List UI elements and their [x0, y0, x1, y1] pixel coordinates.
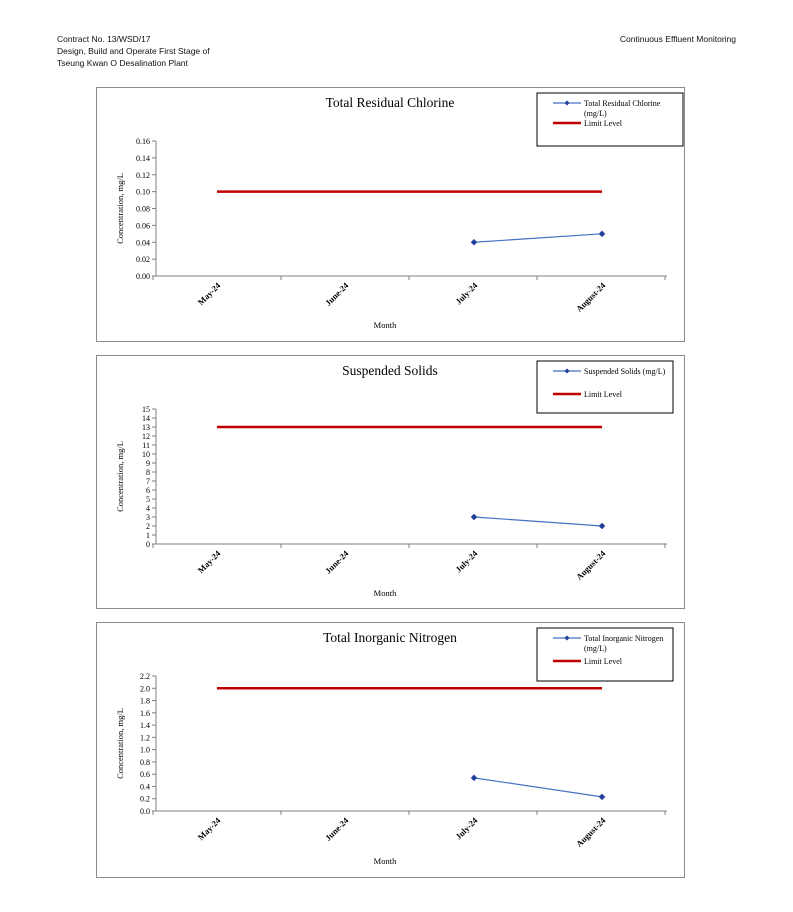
data-point-marker — [599, 231, 605, 237]
y-tick-label: 0.6 — [140, 770, 150, 780]
legend-label-limit: Limit Level — [584, 119, 622, 128]
y-tick-label: 15 — [142, 405, 150, 414]
y-tick-label: 8 — [146, 468, 150, 477]
chart-total-residual-chlorine — [97, 88, 684, 341]
legend-label-limit: Limit Level — [584, 657, 622, 666]
header-project-line: Design, Build and Operate First Stage of — [57, 46, 210, 56]
y-tick-label: 12 — [142, 432, 150, 441]
x-tick-label: July-24 — [453, 280, 480, 307]
y-axis-label: Concentration, mg/L — [115, 708, 125, 779]
legend-label-data: Total Residual Chlorine — [584, 99, 661, 108]
x-axis-label: Month — [373, 856, 397, 866]
x-tick-label: July-24 — [453, 548, 480, 575]
y-tick-label: 0.16 — [136, 137, 150, 146]
y-tick-label: 0.12 — [136, 170, 150, 180]
chart-title: Suspended Solids — [342, 363, 438, 378]
y-tick-label: 2.2 — [140, 672, 150, 681]
chart-panel-nitrogen — [96, 622, 685, 878]
y-tick-label: 2 — [146, 522, 150, 531]
legend-label-data: (mg/L) — [584, 109, 607, 118]
y-tick-label: 0.04 — [136, 238, 150, 248]
y-axis-label: Concentration, mg/L — [115, 173, 125, 244]
y-tick-label: 7 — [146, 477, 150, 486]
y-tick-label: 0.4 — [140, 782, 150, 792]
chart-panel-chlorine — [96, 87, 685, 342]
y-tick-label: 2.0 — [140, 684, 150, 694]
y-tick-label: 11 — [142, 441, 150, 450]
y-tick-label: 0.8 — [140, 757, 150, 767]
series-line — [474, 517, 602, 526]
y-tick-label: 1 — [146, 531, 150, 540]
header-plant-line: Tseung Kwan O Desalination Plant — [57, 58, 188, 68]
header-contract-line: Contract No. 13/WSD/17 — [57, 34, 151, 44]
data-point-marker — [471, 775, 477, 781]
x-tick-label: July-24 — [453, 815, 480, 842]
x-axis-label: Month — [373, 588, 397, 598]
chart-total-inorganic-nitrogen — [97, 623, 684, 877]
document-header-right: Continuous Effluent Monitoring — [619, 34, 736, 44]
y-tick-label: 5 — [146, 495, 150, 504]
y-tick-label: 1.0 — [140, 745, 150, 755]
chart-panel-suspended-solids — [96, 355, 685, 609]
series-line — [474, 234, 602, 242]
x-tick-label: May-24 — [195, 280, 223, 308]
document-header-left — [57, 33, 210, 69]
y-tick-label: 0.2 — [140, 794, 150, 804]
x-tick-label: June-24 — [322, 815, 351, 843]
x-tick-label: June-24 — [322, 280, 351, 308]
y-tick-label: 1.2 — [140, 733, 150, 743]
x-axis-label: Month — [373, 320, 397, 330]
chart-suspended-solids — [97, 356, 684, 608]
y-tick-label: 0.06 — [136, 221, 150, 231]
x-tick-label: August-24 — [573, 280, 608, 314]
x-tick-label: August-24 — [573, 548, 608, 582]
data-point-marker — [471, 514, 477, 520]
y-tick-label: 4 — [146, 504, 150, 513]
y-tick-label: 1.4 — [140, 721, 150, 731]
chart-title: Total Residual Chlorine — [325, 95, 455, 110]
x-tick-label: June-24 — [322, 548, 351, 576]
y-tick-label: 1.8 — [140, 696, 150, 706]
legend-label-data: (mg/L) — [584, 644, 607, 653]
y-tick-label: 0.0 — [140, 807, 150, 816]
legend-label-limit: Limit Level — [584, 390, 622, 399]
data-point-marker — [471, 239, 477, 245]
y-tick-label: 3 — [146, 513, 150, 522]
y-tick-label: 9 — [146, 459, 150, 468]
y-tick-label: 13 — [142, 423, 150, 432]
x-tick-label: May-24 — [195, 815, 223, 843]
y-tick-label: 0.02 — [136, 255, 150, 265]
series-line — [474, 778, 602, 797]
chart-title: Total Inorganic Nitrogen — [323, 630, 457, 645]
y-tick-label: 0 — [146, 540, 150, 549]
y-tick-label: 10 — [142, 450, 150, 459]
y-tick-label: 0.10 — [136, 187, 150, 197]
y-tick-label: 0.08 — [136, 204, 150, 214]
data-point-marker — [599, 523, 605, 529]
data-point-marker — [599, 794, 605, 800]
y-tick-label: 0.14 — [136, 153, 150, 163]
y-tick-label: 1.6 — [140, 708, 150, 718]
x-tick-label: May-24 — [195, 548, 223, 576]
x-tick-label: August-24 — [573, 815, 608, 849]
y-tick-label: 14 — [142, 414, 150, 423]
y-axis-label: Concentration, mg/L — [115, 441, 125, 512]
legend-label-data: Total Inorganic Nitrogen — [584, 634, 664, 643]
legend-label-data: Suspended Solids (mg/L) — [584, 367, 666, 376]
y-tick-label: 0.00 — [136, 272, 150, 281]
y-tick-label: 6 — [146, 486, 150, 495]
